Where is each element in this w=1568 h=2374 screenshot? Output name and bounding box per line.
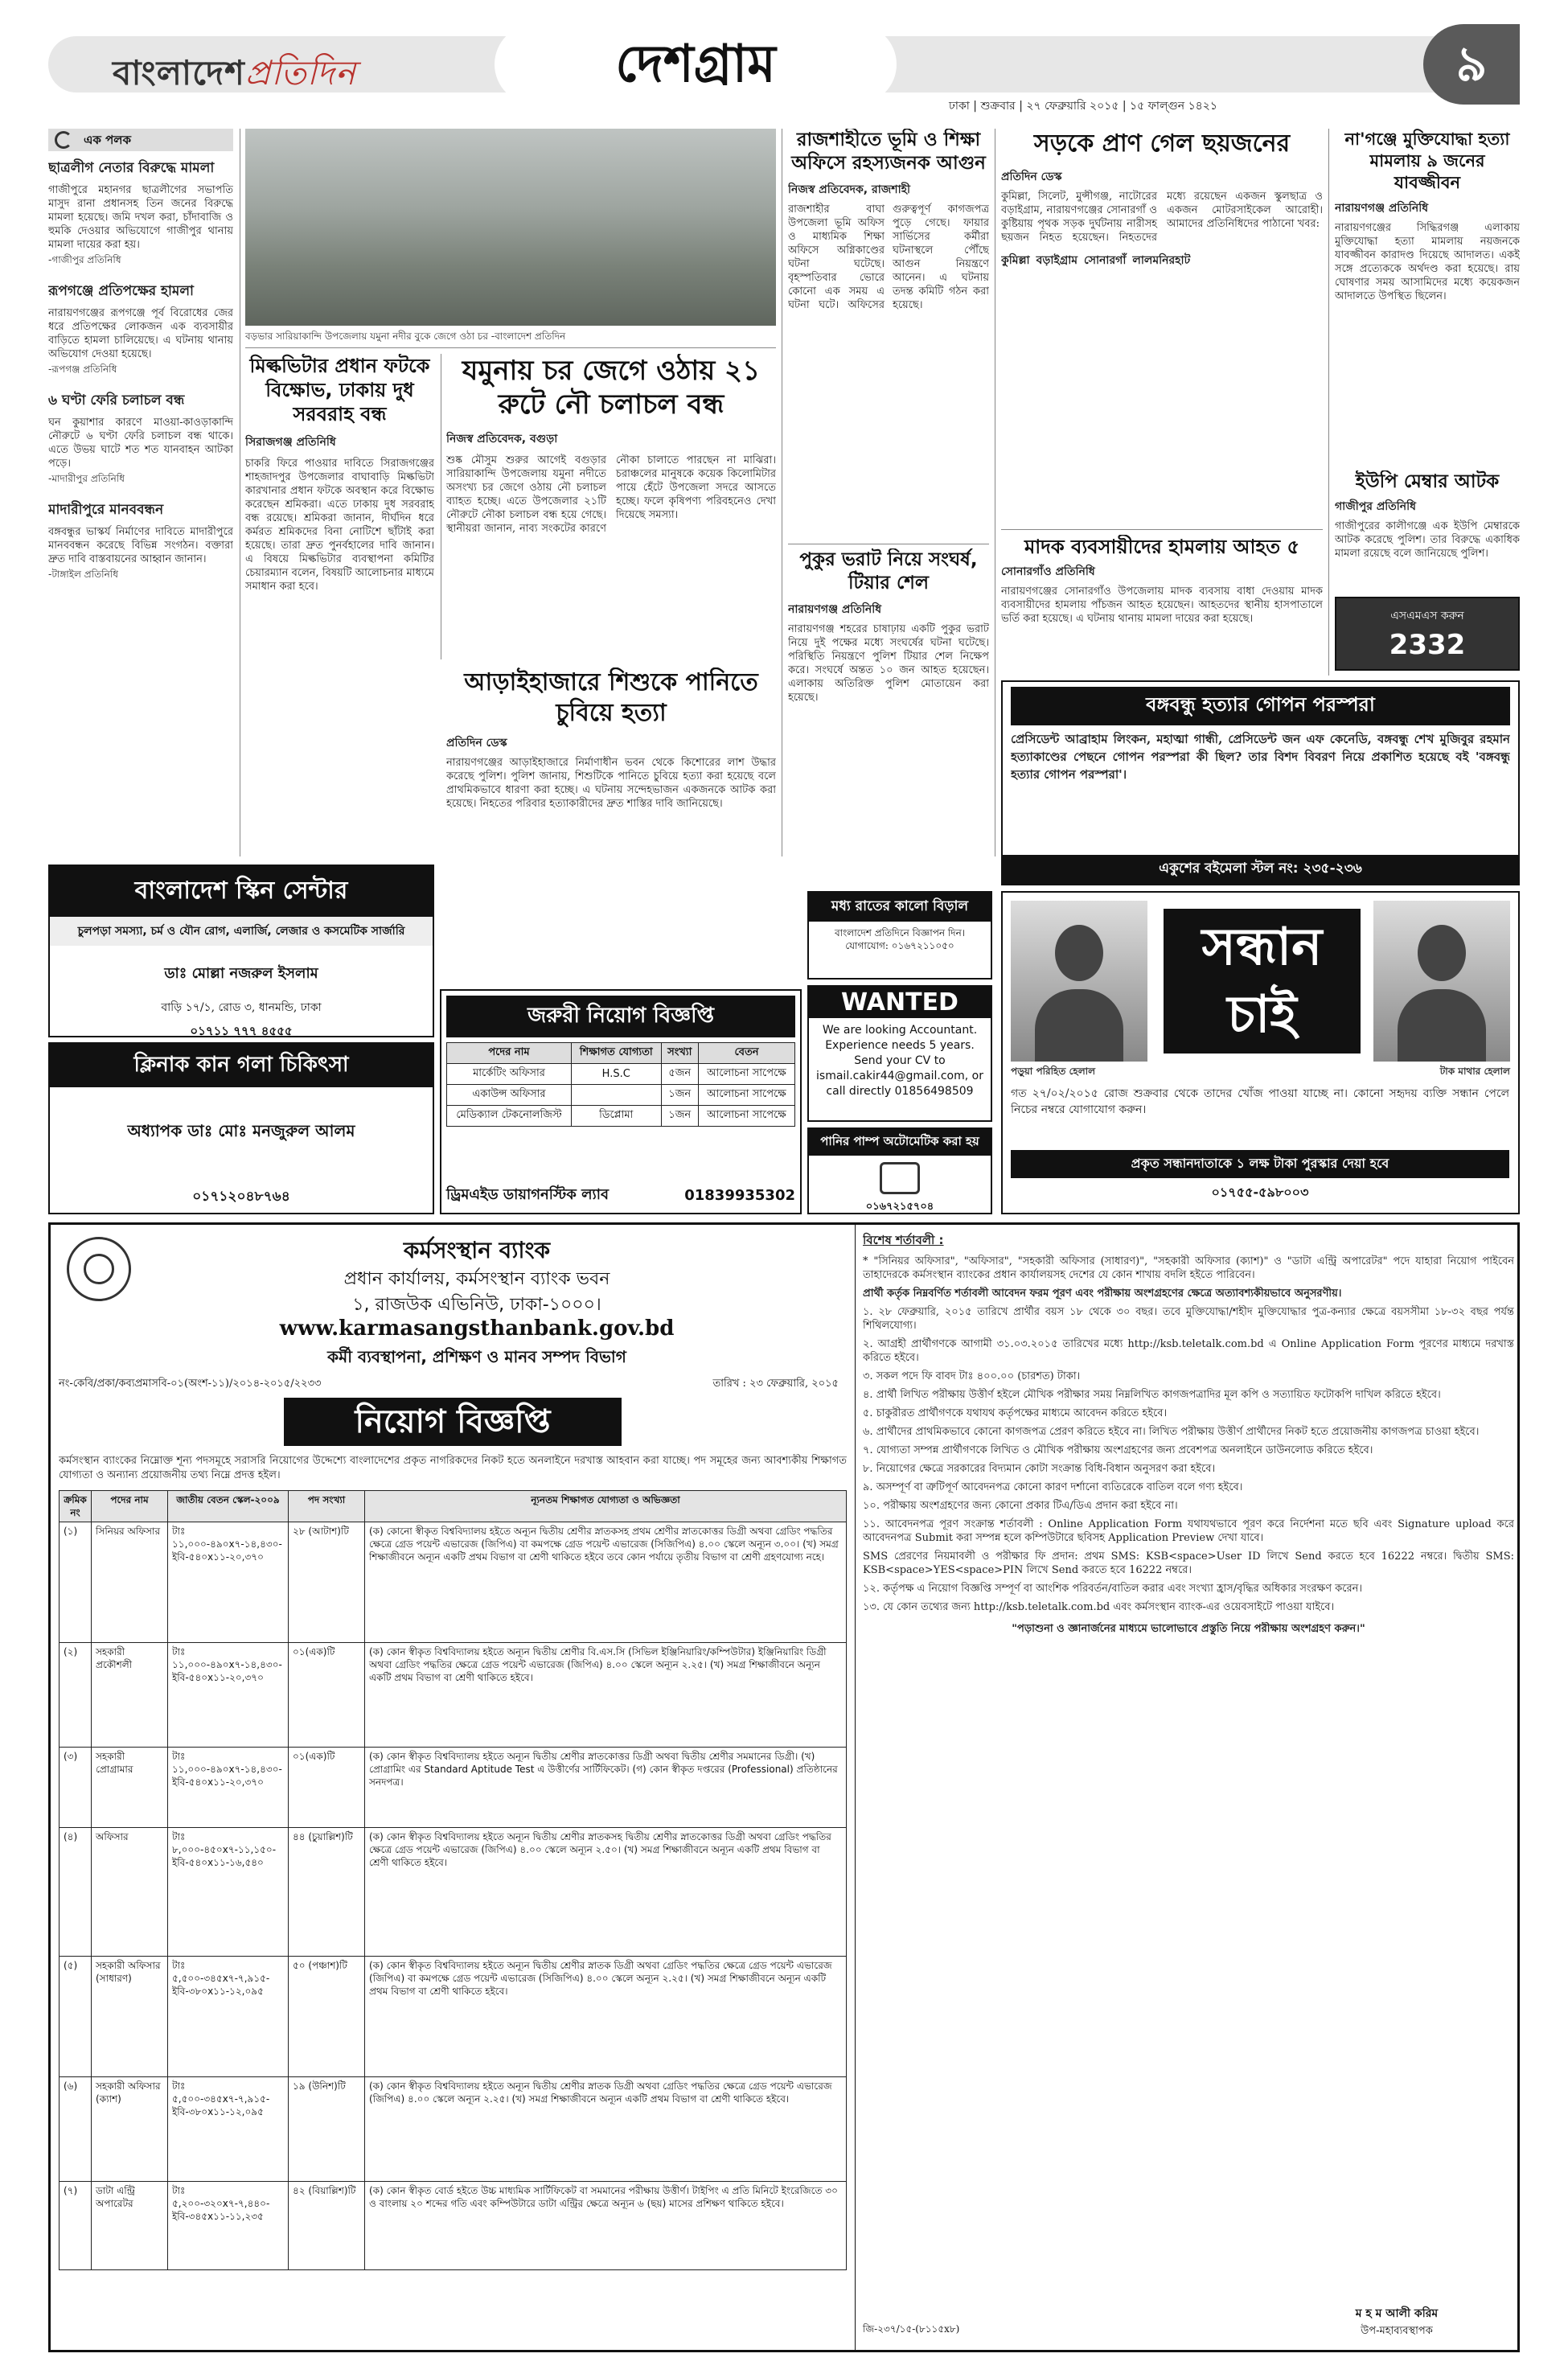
table-row: একাউন্স অফিসার ১জন আলোচনা সাপেক্ষে	[447, 1085, 795, 1106]
missing-title: সন্ধান চাই	[1164, 909, 1361, 1054]
section-title: দেশগ্রাম	[495, 24, 897, 105]
freedom-headline: না'গঞ্জে মুক্তিযোদ্ধা হত্যা মামলায় ৯ জনের যাবজ্জীবন	[1344, 129, 1510, 192]
rule-item: ১১. আবেদনপত্র পূরণ সংক্রান্ত শর্তাবলী : Online Application Form যথাযথভাবে পূরণ করে নির্দেশনা মতে ছবি এবং Signature upload করে আবেদনপত্র Submit করা সম্পন্ন হলে কম্পিউটারে ছবিসহ Application Preview দেখা যাবে।	[863, 1518, 1514, 1544]
date-line: ঢাকা | শুক্রবার | ২৭ ফেব্রুয়ারি ২০১৫ | ১৫ ফাল্গুন ১৪২১	[949, 100, 1217, 113]
glance-item: ছাত্রলীগ নেতার বিরুদ্ধে মামলা গাজীপুরে মহানগর ছাত্রলীগের সভাপতি মাসুদ রানা প্রধানসহ তিন জনের বিরুদ্ধে মামলা হয়েছে। জমি দখল করা, চাঁদাবাজি ও হুমকি দেওয়ার অভিযোগে গাজীপুর থানায় মামলা দায়ের করা হয়। -গাজীপুর প্রতিনিধি	[48, 160, 233, 265]
child-headline: আড়াইহাজারে শিশুকে পানিতে চুবিয়ে হত্যা	[464, 668, 758, 727]
drug-headline: মাদক ব্যবসায়ীদের হামলায় আহত ৫	[1024, 536, 1300, 558]
table-row: মেডিক্যাল টেকনোলজিস্ট ডিপ্লোমা ১জন আলোচনা সাপেক্ষে	[447, 1106, 795, 1127]
rule-item: ১২. কর্তৃপক্ষ এ নিয়োগ বিজ্ঞপ্তি সম্পূর্ণ বা আংশিক পরিবর্তন/বাতিল করার এবং সংখ্যা হ্রাস/বৃদ্ধির অধিকার সংরক্ষণ করেন।	[863, 1583, 1363, 1595]
vacancy-table: ক্রমিক নং পদের নাম জাতীয় বেতন স্কেল-২০০৯ পদ সংখ্যা ন্যূনতম শিক্ষাগত যোগ্যতা ও অভিজ্ঞতা (১) সিনিয়র অফিসার টাঃ ১১,০০০-৪৯০x৭-১৪,৪৩০-ইবি-৫৪০x১১-২০,৩৭০ ২৮ (আটাশ)টি (ক) কোনো স্বীকৃত বিশ্ববিদ্যালয় হইতে অন্যূন দ্বিতীয় শ্রেণীর স্নাতকসহ প্রথম শ্রেণীর স্নাতকোত্তর ডিগ্রী অথবা গ্রেডিং পদ্ধতির ক্ষেত্রে গ্রেড পয়েন্ট এভারেজ (জিপিএ) বা কমপক্ষে গ্রেড পয়েন্ট এভারেজ (সিজিপিএ) ৪.০০ স্কেলে অন্যূন ৩.০০। (খ) সমগ্র শিক্ষাজীবনে অন্যূন একটি প্রথম বিভাগ বা শ্রেণী থাকিতে হইবে তবে কোন পর্যায়ে তৃতীয় বিভাগ বা শ্রেণী গ্রহণযোগ্য নহে। (২) সহকারী প্রকৌশলী টাঃ ১১,০০০-৪৯০x৭-১৪,৪৩০-ইবি-৫৪০x১১-২০,৩৭০ ০১(এক)টি (ক) কোন স্বীকৃত বিশ্ববিদ্যালয় হইতে অন্যূন দ্বিতীয় শ্রেণীর বি.এস.সি (সিভিল ইঞ্জিনিয়ারিং/কম্পিউটার) ইঞ্জিনিয়ারিং ডিগ্রী অথবা গ্রেডিং পদ্ধতির ক্ষেত্রে গ্রেড পয়েন্ট এভারেজ (জিপিএ) ৪.০০ স্কেলে অন্যূন ২.২৫। (খ) সমগ্র শিক্ষাজীবনে অন্যূন একটি প্রথম বিভাগ বা শ্রেণী থাকিতে হইবে। (৩) সহকারী প্রোগ্রামার টাঃ ১১,০০০-৪৯০x৭-১৪,৪৩০-ইবি-৫৪০x১১-২০,৩৭০ ০১(এক)টি (ক) কোন স্বীকৃত বিশ্ববিদ্যালয় হইতে অন্যূন দ্বিতীয় শ্রেণীর স্নাতকোত্তর ডিগ্রী অথবা দ্বিতীয় শ্রেণীর সমমানের ডিগ্রী। (খ) প্রোগ্রামিং এর Standard Aptitude Test এ উত্তীর্ণের সার্টিফিকেট। (গ) কোন স্বীকৃত দপ্তরের (Professional) প্রতিষ্ঠানের সনদপত্র। (৪) অফিসার টাঃ ৮,০০০-৪৫০x৭-১১,১৫০-ইবি-৫৪০x১১-১৬,৫৪০ ৪৪ (চুয়াল্লিশ)টি (ক) কোন স্বীকৃত বিশ্ববিদ্যালয় হইতে অন্যূন দ্বিতীয় শ্রেণীর স্নাতকসহ দ্বিতীয় শ্রেণীর স্নাতকোত্তর ডিগ্রী অথবা গ্রেডিং পদ্ধতির ক্ষেত্রে গ্রেড পয়েন্ট এভারেজ (জিপিএ) ৪.০০ স্কেলে অন্যূন ২.৫০। (খ) সমগ্র শিক্ষাজীবনে অন্যূন একটি প্রথম বিভাগ বা শ্রেণী থাকিতে হইবে। (৫) সহকারী অফিসার (সাধারণ) টাঃ ৫,৫০০-৩৪৫x৭-৭,৯১৫-ইবি-৩৮০x১১-১২,০৯৫ ৫০ (পঞ্চাশ)টি (ক) কোন স্বীকৃত বিশ্ববিদ্যালয় হইতে অন্যূন দ্বিতীয় শ্রেণীর স্নাতক ডিগ্রী অথবা গ্রেডিং পদ্ধতির ক্ষেত্রে গ্রেড পয়েন্ট এভারেজ (জিপিএ) বা কমপক্ষে গ্রেড পয়েন্ট এভারেজ (সিজিপিএ) ৪.০০ স্কেলে অন্যূন ২.২৫। (খ) সমগ্র শিক্ষাজীবনে অন্যূন একটি প্রথম বিভাগ বা শ্রেণী থাকিতে হইবে। (৬) সহকারী অফিসার (ক্যাশ) টাঃ ৫,৫০০-৩৪৫x৭-৭,৯১৫-ইবি-৩৮০x১১-১২,০৯৫ ১৯ (উনিশ)টি (ক) কোন স্বীকৃত বিশ্ববিদ্যালয় হইতে অন্যূন দ্বিতীয় শ্রেণীর স্নাতক ডিগ্রী অথবা গ্রেডিং পদ্ধতির ক্ষেত্রে গ্রেড পয়েন্ট এভারেজ (জিপিএ) ৪.০০ স্কেলে অন্যূন ২.২৫। (খ) সমগ্র শিক্ষাজীবনে অন্যূন একটি প্রথম বিভাগ বা শ্রেণী থাকিতে হইবে। (৭) ডাটা এন্ট্রি অপারেটর টাঃ ৫,২০০-৩২০x৭-৭,৪৪০-ইবি-৩৪৫x১১-১১,২৩৫ ৪২ (বিয়াল্লিশ)টি (ক) কোন স্বীকৃত বোর্ড হইতে উচ্চ মাধ্যমিক সার্টিফিকেট বা সমমানের পরীক্ষায় উত্তীর্ণ। টাইপিং এ প্রতি মিনিটে ইংরেজিতে ৩০ ও বাংলায় ২০ শব্দের গতি এবং কম্পিউটারে ডাটা এন্ট্রির ক্ষেত্রে অন্যূন ৬ (ছয়) মাসের প্রশিক্ষণ থাকিতে হইবে।	[59, 1490, 847, 2270]
rule-item: ৩. সকল পদে ফি বাবদ টাঃ ৪০০.০০ (চারশত) টাকা।	[863, 1370, 1081, 1382]
glance-column	[48, 129, 233, 856]
skin-center-ad: বাংলাদেশ স্কিন সেন্টার চুলপড়া সমস্যা, চর্ম ও যৌন রোগ, এলার্জি, লেজার ও কসমেটিক সার্জারি ডাঃ মোল্লা নজরুল ইসলাম বাড়ি ১৭/১, রোড ৩, ধানমন্ডি, ঢাকা ০১৭১১ ৭৭৭ ৪৫৫৫	[48, 865, 434, 1037]
bank-name: কর্মসংস্থান ব্যাংক	[403, 1237, 551, 1263]
photo-caption: বড়ভার সারিয়াকান্দি উপজেলায় যমুনা নদীর বুকে জেগে ওঠা চর -বাংলাদেশ প্রতিদিন	[245, 331, 566, 342]
cat-ad: মধ্য রাতের কালো বিড়াল বাংলাদেশ প্রতিদিনে বিজ্ঞাপন দিন। যোগাযোগ: ০১৬৭২১১০৫০	[807, 891, 992, 980]
rule-item: SMS প্রেরণের নিয়মাবলী ও পরীক্ষার ফি প্রদান: প্রথম SMS: KSB<space>User ID লিখে Send করতে হবে 16222 নম্বরে। দ্বিতীয় SMS: KSB<space>YES<space>PIN লিখে Send করতে হবে 16222 নম্বরে।	[863, 1550, 1514, 1576]
rule-item: ৭. যোগ্যতা সম্পন্ন প্রার্থীগণকে লিখিত ও মৌখিক পরীক্ষায় অংশগ্রহণের জন্য প্রবেশপত্র অনলাইনে ডাউনলোড করিতে হইবে।	[863, 1444, 1373, 1456]
road-subheads: কুমিল্লা বড়াইগ্রাম সোনারগাঁ লালমনিরহাট	[1001, 254, 1191, 267]
rule-item: ৯. অসম্পূর্ণ বা ত্রুটিপূর্ণ আবেদনপত্র কোনো কারণ দর্শানো ব্যতিরেকে বাতিল বলে গণ্য হইবে।	[863, 1481, 1243, 1493]
table-row: (৪) অফিসার টাঃ ৮,০০০-৪৫০x৭-১১,১৫০-ইবি-৫৪০x১১-১৬,৫৪০ ৪৪ (চুয়াল্লিশ)টি (ক) কোন স্বীকৃত বিশ্ববিদ্যালয় হইতে অন্যূন দ্বিতীয় শ্রেণীর স্নাতকসহ দ্বিতীয় শ্রেণীর স্নাতকোত্তর ডিগ্রী অথবা গ্রেডিং পদ্ধতির ক্ষেত্রে গ্রেড পয়েন্ট এভারেজ (জিপিএ) ৪.০০ স্কেলে অন্যূন ২.৫০। (খ) সমগ্র শিক্ষাজীবনে অন্যূন একটি প্রথম বিভাগ বা শ্রেণী থাকিতে হইবে।	[60, 1828, 847, 1957]
newspaper-logo: বাংলাদেশপ্রতিদিন	[113, 53, 356, 92]
child-article: আড়াইহাজারে শিশুকে পানিতে চুবিয়ে হত্যা প্রতিদিন ডেস্ক নারায়ণগঞ্জের আড়াইহাজারে নির্মাণাধীন ভবন থেকে কিশোরের লাশ উদ্ধার করেছে পুলিশ। পুলিশ জানায়, শিশুটিকে পানিতে চুবিয়ে হত্যা করা হয়েছে বলে প্রাথমিকভাবে ধারণা করা হচ্ছে। এ ঘটনায় সন্দেহভাজন একজনকে আটক করা হয়েছে। নিহতের পরিবার হত্যাকারীদের দ্রুত শাস্তির দাবি জানিয়েছে।	[446, 668, 776, 810]
rule-item: ৪. প্রার্থী লিখিত পরীক্ষায় উত্তীর্ণ হইলে মৌখিক পরীক্ষার সময় নিম্নলিখিত কাগজপত্রাদির মূল কপি ও সত্যায়িত ফটোকপি দাখিল করিতে হইবে।	[863, 1389, 1441, 1401]
pump-ad: পানির পাম্প অটোমেটিক করা হয় ০১৬৭২১৫৭০৪	[807, 1127, 992, 1214]
table-row: (৬) সহকারী অফিসার (ক্যাশ) টাঃ ৫,৫০০-৩৪৫x৭-৭,৯১৫-ইবি-৩৮০x১১-১২,০৯৫ ১৯ (উনিশ)টি (ক) কোন স্বীকৃত বিশ্ববিদ্যালয় হইতে অন্যূন দ্বিতীয় শ্রেণীর স্নাতক ডিগ্রী অথবা গ্রেডিং পদ্ধতির ক্ষেত্রে গ্রেড পয়েন্ট এভারেজ (জিপিএ) ৪.০০ স্কেলে অন্যূন ২.২৫। (খ) সমগ্র শিক্ষাজীবনে অন্যূন একটি প্রথম বিভাগ বা শ্রেণী থাকিতে হইবে।	[60, 2077, 847, 2182]
masthead	[48, 24, 1520, 113]
wanted-ad: WANTED We are looking Accountant. Experience needs 5 years. Send your CV to ismail.cakir44@gmail.com, or call directly 01856498509	[807, 985, 992, 1122]
table-row: (২) সহকারী প্রকৌশলী টাঃ ১১,০০০-৪৯০x৭-১৪,৪৩০-ইবি-৫৪০x১১-২০,৩৭০ ০১(এক)টি (ক) কোন স্বীকৃত বিশ্ববিদ্যালয় হইতে অন্যূন দ্বিতীয় শ্রেণীর বি.এস.সি (সিভিল ইঞ্জিনিয়ারিং/কম্পিউটার) ইঞ্জিনিয়ারিং ডিগ্রী অথবা গ্রেডিং পদ্ধতির ক্ষেত্রে গ্রেড পয়েন্ট এভারেজ (জিপিএ) ৪.০০ স্কেলে অন্যূন ২.২৫। (খ) সমগ্র শিক্ষাজীবনে অন্যূন একটি প্রথম বিভাগ বা শ্রেণী থাকিতে হইবে।	[60, 1643, 847, 1748]
rule-item: ২. আগ্রহী প্রার্থীগণকে আগামী ৩১.০৩.২০১৫ তারিখের মধ্যে http://ksb.teletalk.com.bd এ Online Application Form পূরণের মাধ্যমে দরখাস্ত করিতে হইবে।	[863, 1338, 1514, 1364]
up-headline: ইউপি মেম্বার আটক	[1355, 471, 1500, 492]
river-photo	[245, 129, 776, 326]
glance-item: ৬ ঘণ্টা ফেরি চলাচল বন্ধ ঘন কুয়াশার কারণে মাওয়া-কাওড়াকান্দি নৌরুটে ৬ ঘণ্টা ফেরি চলাচল বন্ধ থাকে। এতে উভয় ঘাটে শত শত যানবাহন আটকা পড়ে। -মাদারীপুর প্রতিনিধি	[48, 392, 233, 484]
pump-icon	[880, 1162, 920, 1194]
rule-item: ১৩. যে কোন তথ্যের জন্য http://ksb.teletalk.com.bd এবং কর্মসংস্থান ব্যাংক-এর ওয়েবসাইটে পাওয়া যাইবে।	[863, 1601, 1335, 1613]
glance-item: রূপগঞ্জে প্রতিপক্ষের হামলা নারায়ণগঞ্জের রূপগঞ্জে পূর্ব বিরোধের জের ধরে প্রতিপক্ষের লোকজন এক ব্যবসায়ীর বাড়িতে হামলা চালিয়েছে। এ ঘটনায় থানায় অভিযোগ দেওয়া হয়েছে। -রূপগঞ্জ প্রতিনিধি	[48, 283, 233, 375]
table-row: (৭) ডাটা এন্ট্রি অপারেটর টাঃ ৫,২০০-৩২০x৭-৭,৪৪০-ইবি-৩৪৫x১১-১১,২৩৫ ৪২ (বিয়াল্লিশ)টি (ক) কোন স্বীকৃত বোর্ড হইতে উচ্চ মাধ্যমিক সার্টিফিকেট বা সমমানের পরীক্ষায় উত্তীর্ণ। টাইপিং এ প্রতি মিনিটে ইংরেজিতে ৩০ ও বাংলায় ২০ শব্দের গতি এবং কম্পিউটারে ডাটা এন্ট্রির ক্ষেত্রে অন্যূন ৬ (ছয়) মাসের প্রশিক্ষণ থাকিতে হইবে।	[60, 2182, 847, 2270]
person-photo-right	[1373, 901, 1510, 1062]
milk-article: মিল্কভিটার প্রধান ফটকে বিক্ষোভ, ঢাকায় দুধ সরবরাহ বন্ধ সিরাজগঞ্জ প্রতিনিধি চাকরি ফিরে পাওয়ার দাবিতে সিরাজগঞ্জের শাহজাদপুর উপজেলার বাঘাবাড়ি মিল্কভিটা কারখানার প্রধান ফটকে অবস্থান করে বিক্ষোভ করেছেন শ্রমিকরা। এতে ঢাকায় দুধ সরবরাহ বন্ধ রয়েছে। শ্রমিকরা জানান, দীর্ঘদিন ধরে কর্মরত শ্রমিকদের বিনা নোটিশে ছাঁটাই করা হয়েছে। তারা দ্রুত পুনর্বহালের দাবি জানান। এ বিষয়ে মিল্কভিটার ব্যবস্থাপনা কমিটির চেয়ারম্যান বলেন, বিষয়টি আলোচনার মাধ্যমে সমাধান করা হবে।	[245, 355, 434, 593]
table-row: (১) সিনিয়র অফিসার টাঃ ১১,০০০-৪৯০x৭-১৪,৪৩০-ইবি-৫৪০x১১-২০,৩৭০ ২৮ (আটাশ)টি (ক) কোনো স্বীকৃত বিশ্ববিদ্যালয় হইতে অন্যূন দ্বিতীয় শ্রেণীর স্নাতকসহ প্রথম শ্রেণীর স্নাতকোত্তর ডিগ্রী অথবা গ্রেডিং পদ্ধতির ক্ষেত্রে গ্রেড পয়েন্ট এভারেজ (জিপিএ) বা কমপক্ষে গ্রেড পয়েন্ট এভারেজ (সিজিপিএ) ৪.০০ স্কেলে অন্যূন ৩.০০। (খ) সমগ্র শিক্ষাজীবনে অন্যূন একটি প্রথম বিভাগ বা শ্রেণী থাকিতে হইবে তবে কোন পর্যায়ে তৃতীয় বিভাগ বা শ্রেণী গ্রহণযোগ্য নহে।	[60, 1522, 847, 1643]
rule-item: ১০. পরীক্ষায় অংশগ্রহণের জন্য কোনো প্রকার টিএ/ডিএ প্রদান করা হইবে না।	[863, 1500, 1178, 1512]
rule-item: "পড়াশুনা ও জ্ঞানার্জনের মাধ্যমে ভালোভাবে প্রস্তুতি নিয়ে পরীক্ষায় অংশগ্রহণ করুন।"	[1012, 1623, 1365, 1635]
table-row: মার্কেটিং অফিসার H.S.C ৫জন আলোচনা সাপেক্ষে	[447, 1064, 795, 1085]
person-icon	[1418, 925, 1466, 981]
notice-title: নিয়োগ বিজ্ঞপ্তি	[284, 1398, 622, 1446]
glance-label: এক পলক	[48, 129, 233, 151]
job-table: পদের নাম শিক্ষাগত যোগ্যতা সংখ্যা বেতন মার্কেটিং অফিসার H.S.C ৫জন আলোচনা সাপেক্ষে একাউন্স অফিসার ১জন আলোচনা সাপেক্ষে মেডিক্যাল টেকনোলজিস্ট ডিপ্লোমা ১জন আলোচনা সাপেক্ষে	[446, 1042, 795, 1127]
road-headline: সড়কে প্রাণ গেল ছয়জনের	[1033, 129, 1291, 158]
rule-item: ৫. চাকুরীরত প্রার্থীগণকে যথাযথ কর্তৃপক্ষের মাধ্যমে আবেদন করিতে হইবে।	[863, 1407, 1168, 1419]
pond-headline: পুকুর ভরাট নিয়ে সংঘর্ষ, টিয়ার শেল	[799, 549, 978, 594]
freedom-article: না'গঞ্জে মুক্তিযোদ্ধা হত্যা মামলায় ৯ জনের যাবজ্জীবন নারায়ণগঞ্জ প্রতিনিধি নারায়ণগঞ্জের সিদ্ধিরগঞ্জ এলাকায় মুক্তিযোদ্ধা হত্যা মামলায় নয়জনকে যাবজ্জীবন কারাদণ্ড দিয়েছে আদালত। একই সঙ্গে প্রত্যেককে অর্থদণ্ড করা হয়েছে। রায় ঘোষণার সময় আসামিদের মধ্যে কয়েকজন আদালতে উপস্থিত ছিলেন।	[1335, 129, 1520, 302]
sms-count-ad: এসএমএস করুন 2332	[1335, 597, 1520, 671]
rule-item: ৮. নিয়োগের ক্ষেত্রে সরকারের বিদ্যমান কোটা সংক্রান্ত বিধি-বিধান অনুসরণ করা হইবে।	[863, 1463, 1216, 1475]
person-photo-left	[1011, 901, 1147, 1062]
signature: ম হ ম আলী করিম উপ-মহাব্যবস্থাপক	[1355, 2307, 1439, 2337]
rule-item: ১. ২৮ ফেব্রুয়ারি, ২০১৫ তারিখে প্রার্থীর বয়স ১৮ থেকে ৩০ বছর। তবে মুক্তিযোদ্ধা/শহীদ মুক্তিযোদ্ধার পুত্র-কন্যার ক্ষেত্রে বয়সসীমা ১৮-৩২ বছর পর্যন্ত শিথিলযোগ্য।	[863, 1306, 1514, 1332]
river-headline: যমুনায় চর জেগে ওঠায় ২১ রুটে নৌ চলাচল বন্ধ	[462, 355, 761, 421]
road-article: সড়কে প্রাণ গেল ছয়জনের প্রতিদিন ডেস্ক কুমিল্লা, সিলেট, মুন্সীগঞ্জ, নাটোরের বড়াইগ্রাম, নারায়ণগঞ্জের সোনারগাঁ ও কুষ্টিয়ায় পৃথক সড়ক দুর্ঘটনায় নারীসহ ছয়জন নিহত হয়েছেন। নিহতদের মধ্যে রয়েছেন একজন স্কুলছাত্র ও একজন মোটরসাইকেল আরোহী। আমাদের প্রতিনিধিদের পাঠানো খবর: কুমিল্লা বড়াইগ্রাম সোনারগাঁ লালমনিরহাট	[1001, 129, 1323, 523]
missing-ad: সন্ধান চাই পড়ুয়া পরিহিত হেলাল টাক মাথার হেলাল গত ২৭/০২/২০১৫ রোজ শুক্রবার থেকে তাদের খোঁজ পাওয়া যাচ্ছে না। কোনো সহৃদয় ব্যক্তি সন্ধান পেলে নিচের নম্বরে যোগাযোগ করুন। প্রকৃত সন্ধানদাতাকে ১ লক্ষ টাকা পুরস্কার দেয়া হবে ০১৭৫৫-৫৯৮০০৩	[1001, 891, 1520, 1214]
page-number: ৯	[1423, 24, 1520, 105]
fire-headline: রাজশাহীতে ভূমি ও শিক্ষা অফিসে রহস্যজনক আগুন	[791, 129, 986, 174]
karma-notice: কর্মসংস্থান ব্যাংক প্রধান কার্যালয়, কর্মসংস্থান ব্যাংক ভবন ১, রাজউক এভিনিউ, ঢাকা-১০০০। www.karmasangsthanbank.gov.bd কর্মী ব্যবস্থাপনা, প্রশিক্ষণ ও মানব সম্পদ বিভাগ নং-কেবি/প্রকা/কব্যপ্রমাসবি-০১(অংশ-১১)/২০১৪-২০১৫/২২৩৩ তারিখ : ২৩ ফেব্রুয়ারি, ২০১৫ নিয়োগ বিজ্ঞপ্তি কর্মসংস্থান ব্যাংকের নিম্নোক্ত শূন্য পদসমূহে সরাসরি নিয়োগের উদ্দেশ্যে বাংলাদেশের প্রকৃত নাগরিকদের নিকট হতে অনলাইনে দরখাস্ত আহবান করা যাচ্ছে। পদ সমূহের জন্য আবশ্যকীয় শিক্ষাগত যোগ্যতা ও অন্যান্য প্রয়োজনীয় তথ্য নিম্নে প্রদত্ত হইল। ক্রমিক নং পদের নাম জাতীয় বেতন স্কেল-২০০৯ পদ সংখ্যা ন্যূনতম শিক্ষাগত যোগ্যতা ও অভিজ্ঞতা (১) সিনিয়র অফিসার টাঃ ১১,০০০-৪৯০x৭-১৪,৪৩০-ইবি-৫৪০x১১-২০,৩৭০ ২৮ (আটাশ)টি (ক) কোনো স্বীকৃত বিশ্ববিদ্যালয় হইতে অন্যূন দ্বিতীয় শ্রেণীর স্নাতকসহ প্রথম শ্রেণীর স্নাতকোত্তর ডিগ্রী অথবা গ্রেডিং পদ্ধতির ক্ষেত্রে গ্রেড পয়েন্ট এভারেজ (জিপিএ) বা কমপক্ষে গ্রেড পয়েন্ট এভারেজ (সিজিপিএ) ৪.০০ স্কেলে অন্যূন ৩.০০। (খ) সমগ্র শিক্ষাজীবনে অন্যূন একটি প্রথম বিভাগ বা শ্রেণী থাকিতে হইবে তবে কোন পর্যায়ে তৃতীয় বিভাগ বা শ্রেণী গ্রহণযোগ্য নহে। (২) সহকারী প্রকৌশলী টাঃ ১১,০০০-৪৯০x৭-১৪,৪৩০-ইবি-৫৪০x১১-২০,৩৭০ ০১(এক)টি (ক) কোন স্বীকৃত বিশ্ববিদ্যালয় হইতে অন্যূন দ্বিতীয় শ্রেণীর বি.এস.সি (সিভিল ইঞ্জিনিয়ারিং/কম্পিউটার) ইঞ্জিনিয়ারিং ডিগ্রী অথবা গ্রেডিং পদ্ধতির ক্ষেত্রে গ্রেড পয়েন্ট এভারেজ (জিপিএ) ৪.০০ স্কেলে অন্যূন ২.২৫। (খ) সমগ্র শিক্ষাজীবনে অন্যূন একটি প্রথম বিভাগ বা শ্রেণী থাকিতে হইবে। (৩) সহকারী প্রোগ্রামার টাঃ ১১,০০০-৪৯০x৭-১৪,৪৩০-ইবি-৫৪০x১১-২০,৩৭০ ০১(এক)টি (ক) কোন স্বীকৃত বিশ্ববিদ্যালয় হইতে অন্যূন দ্বিতীয় শ্রেণীর স্নাতকোত্তর ডিগ্রী অথবা দ্বিতীয় শ্রেণীর সমমানের ডিগ্রী। (খ) প্রোগ্রামিং এর Standard Aptitude Test এ উত্তীর্ণের সার্টিফিকেট। (গ) কোন স্বীকৃত দপ্তরের (Professional) প্রতিষ্ঠানের সনদপত্র। (৪) অফিসার টাঃ ৮,০০০-৪৫০x৭-১১,১৫০-ইবি-৫৪০x১১-১৬,৫৪০ ৪৪ (চুয়াল্লিশ)টি (ক) কোন স্বীকৃত বিশ্ববিদ্যালয় হইতে অন্যূন দ্বিতীয় শ্রেণীর স্নাতকসহ দ্বিতীয় শ্রেণীর স্নাতকোত্তর ডিগ্রী অথবা গ্রেডিং পদ্ধতির ক্ষেত্রে গ্রেড পয়েন্ট এভারেজ (জিপিএ) ৪.০০ স্কেলে অন্যূন ২.৫০। (খ) সমগ্র শিক্ষাজীবনে অন্যূন একটি প্রথম বিভাগ বা শ্রেণী থাকিতে হইবে। (৫) সহকারী অফিসার (সাধারণ) টাঃ ৫,৫০০-৩৪৫x৭-৭,৯১৫-ইবি-৩৮০x১১-১২,০৯৫ ৫০ (পঞ্চাশ)টি (ক) কোন স্বীকৃত বিশ্ববিদ্যালয় হইতে অন্যূন দ্বিতীয় শ্রেণীর স্নাতক ডিগ্রী অথবা গ্রেডিং পদ্ধতির ক্ষেত্রে গ্রেড পয়েন্ট এভারেজ (জিপিএ) বা কমপক্ষে গ্রেড পয়েন্ট এভারেজ (সিজিপিএ) ৪.০০ স্কেলে অন্যূন ২.২৫। (খ) সমগ্র শিক্ষাজীবনে অন্যূন একটি প্রথম বিভাগ বা শ্রেণী থাকিতে হইবে। (৬) সহকারী অফিসার (ক্যাশ) টাঃ ৫,৫০০-৩৪৫x৭-৭,৯১৫-ইবি-৩৮০x১১-১২,০৯৫ ১৯ (উনিশ)টি (ক) কোন স্বীকৃত বিশ্ববিদ্যালয় হইতে অন্যূন দ্বিতীয় শ্রেণীর স্নাতক ডিগ্রী অথবা গ্রেডিং পদ্ধতির ক্ষেত্রে গ্রেড পয়েন্ট এভারেজ (জিপিএ) ৪.০০ স্কেলে অন্যূন ২.২৫। (খ) সমগ্র শিক্ষাজীবনে অন্যূন একটি প্রথম বিভাগ বা শ্রেণী থাকিতে হইবে। (৭) ডাটা এন্ট্রি অপারেটর টাঃ ৫,২০০-৩২০x৭-৭,৪৪০-ইবি-৩৪৫x১১-১১,২৩৫ ৪২ (বিয়াল্লিশ)টি (ক) কোন স্বীকৃত বোর্ড হইতে উচ্চ মাধ্যমিক সার্টিফিকেট বা সমমানের পরীক্ষায় উত্তীর্ণ। টাইপিং এ প্রতি মিনিটে ইংরেজিতে ৩০ ও বাংলায় ২০ শব্দের গতি এবং কম্পিউটারে ডাটা এন্ট্রির ক্ষেত্রে অন্যূন ৬ (ছয়) মাসের প্রশিক্ষণ থাকিতে হইবে। বিশেষ শর্তাবলী : * "সিনিয়র অফিসার", "অফিসার", "সহকারী অফিসার (সাধারণ)", "সহকারী অফিসার (ক্যাশ)" ও "ডাটা এন্ট্রি অপারেটর" পদে যাহারা নিয়োগ পাইবেন তাহাদেরকে কর্মসংস্থান ব্যাংকের প্রধান কার্যালয়সহ দেশের যে কোন শাখায় বদলি হইতে পারিবেন। প্রার্থী কর্তৃক নিম্নবর্ণিত শর্তাবলী আবেদন ফরম পূরণ এবং পরীক্ষায় অংশগ্রহণের ক্ষেত্রে অত্যাবশ্যকীয়ভাবে অনুসরণীয়। ১. ২৮ ফেব্রুয়ারি, ২০১৫ তারিখে প্রার্থীর বয়স ১৮ থেকে ৩০ বছর। তবে মুক্তিযোদ্ধা/শহীদ মুক্তিযোদ্ধার পুত্র-কন্যার ক্ষেত্রে বয়সসীমা ১৮-৩২ বছর পর্যন্ত শিথিলযোগ্য। ২. আগ্রহী প্রার্থীগণকে আগামী ৩১.০৩.২০১৫ তারিখের মধ্যে http://ksb.teletalk.com.bd এ Online Application Form পূরণের মাধ্যমে দরখাস্ত করিতে হইবে। ৩. সকল পদে ফি বাবদ টাঃ ৪০০.০০ (চারশত) টাকা। ৪. প্রার্থী লিখিত পরীক্ষায় উত্তীর্ণ হইলে মৌখিক পরীক্ষার সময় নিম্নলিখিত কাগজপত্রাদির মূল কপি ও সত্যায়িত ফটোকপি দাখিল করিতে হইবে। ৫. চাকুরীরত প্রার্থীগণকে যথাযথ কর্তৃপক্ষের মাধ্যমে আবেদন করিতে হইবে। ৬. প্রার্থীদের প্রাথমিকভাবে কোনো কাগজপত্র প্রেরণ করিতে হইবে না। লিখিত পরীক্ষায় উত্তীর্ণ প্রার্থীদের নিকট হতে প্রয়োজনীয় কাগজপত্র চাওয়া হইবে। ৭. যোগ্যতা সম্পন্ন প্রার্থীগণকে লিখিত ও মৌখিক পরীক্ষায় অংশগ্রহণের জন্য প্রবেশপত্র অনলাইনে ডাউনলোড করিতে হইবে। ৮. নিয়োগের ক্ষেত্রে সরকারের বিদ্যমান কোটা সংক্রান্ত বিধি-বিধান অনুসরণ করা হইবে। ৯. অসম্পূর্ণ বা ত্রুটিপূর্ণ আবেদনপত্র কোনো কারণ দর্শানো ব্যতিরেকে বাতিল বলে গণ্য হইবে। ১০. পরীক্ষায় অংশগ্রহণের জন্য কোনো প্রকার টিএ/ডিএ প্রদান করা হইবে না। ১১. আবেদনপত্র পূরণ সংক্রান্ত শর্তাবলী : Online Application Form যথাযথভাবে পূরণ করে নির্দেশনা মতে ছবি এবং Signature upload করে আবেদনপত্র Submit করা সম্পন্ন হলে কম্পিউটারে ছবিসহ Application Preview দেখা যাবে। SMS প্রেরণের নিয়মাবলী ও পরীক্ষার ফি প্রদান: প্রথম SMS: KSB<space>User ID লিখে Send করতে হবে 16222 নম্বরে। দ্বিতীয় SMS: KSB<space>YES<space>PIN লিখে Send করতে হবে 16222 নম্বরে। ১২. কর্তৃপক্ষ এ নিয়োগ বিজ্ঞপ্তি সম্পূর্ণ বা আংশিক পরিবর্তন/বাতিল করার এবং সংখ্যা হ্রাস/বৃদ্ধির অধিকার সংরক্ষণ করেন। ১৩. যে কোন তথ্যের জন্য http://ksb.teletalk.com.bd এবং কর্মসংস্থান ব্যাংক-এর ওয়েবসাইটে পাওয়া যাইবে। "পড়াশুনা ও জ্ঞানার্জনের মাধ্যমে ভালোভাবে প্রস্তুতি নিয়ে পরীক্ষায় অংশগ্রহণ করুন।" ম হ ম আলী করিম উপ-মহাব্যবস্থাপক জি-২৩৭/১৫-(৮১১৫x৮)	[48, 1222, 1520, 2352]
ent-ad: ক্লিনাক কান গলা চিকিৎসা অধ্যাপক ডাঃ মোঃ মনজুরুল আলম ০১৭১২০৪৮৭৬৪	[48, 1042, 434, 1214]
table-row: (৫) সহকারী অফিসার (সাধারণ) টাঃ ৫,৫০০-৩৪৫x৭-৭,৯১৫-ইবি-৩৮০x১১-১২,০৯৫ ৫০ (পঞ্চাশ)টি (ক) কোন স্বীকৃত বিশ্ববিদ্যালয় হইতে অন্যূন দ্বিতীয় শ্রেণীর স্নাতক ডিগ্রী অথবা গ্রেডিং পদ্ধতির ক্ষেত্রে গ্রেড পয়েন্ট এভারেজ (জিপিএ) বা কমপক্ষে গ্রেড পয়েন্ট এভারেজ (সিজিপিএ) ৪.০০ স্কেলে অন্যূন ২.২৫। (খ) সমগ্র শিক্ষাজীবনে অন্যূন একটি প্রথম বিভাগ বা শ্রেণী থাকিতে হইবে।	[60, 1957, 847, 2077]
fire-article: রাজশাহীতে ভূমি ও শিক্ষা অফিসে রহস্যজনক আগুন নিজস্ব প্রতিবেদক, রাজশাহী রাজশাহীর বাঘা উপজেলা ভূমি অফিস ও মাধ্যমিক শিক্ষা অফিসে অগ্নিকাণ্ডের ঘটনা ঘটেছে। বৃহস্পতিবার ভোরে কোনো এক সময় এ ঘটনা ঘটে। অফিসের গুরুত্বপূর্ণ কাগজপত্র পুড়ে গেছে। ফায়ার সার্ভিসের কর্মীরা ঘটনাস্থলে পৌঁছে আগুন নিয়ন্ত্রণে আনেন। এ ঘটনায় তদন্ত কমিটি গঠন করা হয়েছে।	[788, 129, 989, 311]
table-row: (৩) সহকারী প্রোগ্রামার টাঃ ১১,০০০-৪৯০x৭-১৪,৪৩০-ইবি-৫৪০x১১-২০,৩৭০ ০১(এক)টি (ক) কোন স্বীকৃত বিশ্ববিদ্যালয় হইতে অন্যূন দ্বিতীয় শ্রেণীর স্নাতকোত্তর ডিগ্রী অথবা দ্বিতীয় শ্রেণীর সমমানের ডিগ্রী। (খ) প্রোগ্রামিং এর Standard Aptitude Test এ উত্তীর্ণের সার্টিফিকেট। (গ) কোন স্বীকৃত দপ্তরের (Professional) প্রতিষ্ঠানের সনদপত্র।	[60, 1748, 847, 1828]
plot-ad: বঙ্গবন্ধু হত্যার গোপন পরস্পরা প্রেসিডেন্ট আব্রাহাম লিংকন, মহাত্মা গান্ধী, প্রেসিডেন্ট জন এফ কেনেডি, বঙ্গবন্ধু শেখ মুজিবুর রহমান হত্যাকাণ্ডের পেছনে গোপন পরস্পরা কী ছিল? তার বিশদ বিবরণ নিয়ে প্রকাশিত হয়েছে বই 'বঙ্গবন্ধু হত্যার গোপন পরস্পরা'। একুশের বইমেলা স্টল নং: ২৩৫-২৩৬	[1001, 680, 1520, 885]
drug-article: মাদক ব্যবসায়ীদের হামলায় আহত ৫ সোনারগাঁও প্রতিনিধি নারায়ণগঞ্জের সোনারগাঁও উপজেলায় মাদক ব্যবসায় বাধা দেওয়ায় মাদক ব্যবসায়ীদের হামলায় পাঁচজন আহত হয়েছেন। আহতদের স্থানীয় হাসপাতালে ভর্তি করা হয়েছে। এ ঘটনায় থানায় মামলা দায়ের করা হয়েছে।	[1001, 536, 1323, 625]
bank-website[interactable]: www.karmasangsthanbank.gov.bd	[279, 1316, 675, 1341]
person-icon	[1055, 925, 1103, 981]
rule-item: প্রার্থী কর্তৃক নিম্নবর্ণিত শর্তাবলী আবেদন ফরম পূরণ এবং পরীক্ষায় অংশগ্রহণের ক্ষেত্রে অত্যাবশ্যকীয়ভাবে অনুসরণীয়।	[863, 1288, 1342, 1300]
glance-item: মাদারীপুরে মানববন্ধন বঙ্গবন্ধুর ভাস্কর্য নির্মাণের দাবিতে মাদারীপুরে মানববন্ধন করেছে বিভিন্ন সংগঠন। বক্তারা দ্রুত দাবি বাস্তবায়নের আহ্বান জানান। -টাঙ্গাইল প্রতিনিধি	[48, 502, 233, 580]
up-article: ইউপি মেম্বার আটক গাজীপুর প্রতিনিধি গাজীপুরের কালীগঞ্জে এক ইউপি মেম্বারকে আটক করেছে পুলিশ। তার বিরুদ্ধে একাধিক মামলা রয়েছে বলে জানিয়েছে পুলিশ।	[1335, 471, 1520, 560]
river-article: যমুনায় চর জেগে ওঠায় ২১ রুটে নৌ চলাচল বন্ধ নিজস্ব প্রতিবেদক, বগুড়া শুষ্ক মৌসুম শুরুর আগেই বগুড়ার সারিয়াকান্দি উপজেলায় যমুনা নদীতে অসংখ্য চর জেগে ওঠায় নৌ চলাচল ব্যাহত হচ্ছে। এতে উপজেলার ২১টি নৌরুটে নৌকা চলাচল বন্ধ হয়ে গেছে। স্থানীয়রা জানান, নাব্য সংকটের কারণে নৌকা চালাতে পারছেন না মাঝিরা। চরাঞ্চলের মানুষকে কয়েক কিলোমিটার পায়ে হেঁটে উপজেলা সদরে আসতে হচ্ছে। ফলে কৃষিপণ্য পরিবহনেও দেখা দিয়েছে সমস্যা।	[446, 355, 776, 535]
bank-logo-icon	[67, 1237, 131, 1301]
job-ad-small: জরুরী নিয়োগ বিজ্ঞপ্তি পদের নাম শিক্ষাগত যোগ্যতা সংখ্যা বেতন মার্কেটিং অফিসার H.S.C ৫জন আলোচনা সাপেক্ষে একাউন্স অফিসার ১জন আলোচনা সাপেক্ষে মেডিক্যাল টেকনোলজিস্ট ডিপ্লোমা ১জন আলোচনা সাপেক্ষে ড্রিমএইড ডায়াগনস্টিক ল্যাব 01839935302	[440, 989, 802, 1214]
rules-section: বিশেষ শর্তাবলী : * "সিনিয়র অফিসার", "অফিসার", "সহকারী অফিসার (সাধারণ)", "সহকারী অফিসার (ক্যাশ)" ও "ডাটা এন্ট্রি অপারেটর" পদে যাহারা নিয়োগ পাইবেন তাহাদেরকে কর্মসংস্থান ব্যাংকের প্রধান কার্যালয়সহ দেশের যে কোন শাখায় বদলি হইতে পারিবেন। প্রার্থী কর্তৃক নিম্নবর্ণিত শর্তাবলী আবেদন ফরম পূরণ এবং পরীক্ষায় অংশগ্রহণের ক্ষেত্রে অত্যাবশ্যকীয়ভাবে অনুসরণীয়। ১. ২৮ ফেব্রুয়ারি, ২০১৫ তারিখে প্রার্থীর বয়স ১৮ থেকে ৩০ বছর। তবে মুক্তিযোদ্ধা/শহীদ মুক্তিযোদ্ধার পুত্র-কন্যার ক্ষেত্রে বয়সসীমা ১৮-৩২ বছর পর্যন্ত শিথিলযোগ্য। ২. আগ্রহী প্রার্থীগণকে আগামী ৩১.০৩.২০১৫ তারিখের মধ্যে http://ksb.teletalk.com.bd এ Online Application Form পূরণের মাধ্যমে দরখাস্ত করিতে হইবে। ৩. সকল পদে ফি বাবদ টাঃ ৪০০.০০ (চারশত) টাকা। ৪. প্রার্থী লিখিত পরীক্ষায় উত্তীর্ণ হইলে মৌখিক পরীক্ষার সময় নিম্নলিখিত কাগজপত্রাদির মূল কপি ও সত্যায়িত ফটোকপি দাখিল করিতে হইবে। ৫. চাকুরীরত প্রার্থীগণকে যথাযথ কর্তৃপক্ষের মাধ্যমে আবেদন করিতে হইবে। ৬. প্রার্থীদের প্রাথমিকভাবে কোনো কাগজপত্র প্রেরণ করিতে হইবে না। লিখিত পরীক্ষায় উত্তীর্ণ প্রার্থীদের নিকট হতে প্রয়োজনীয় কাগজপত্র চাওয়া হইবে। ৭. যোগ্যতা সম্পন্ন প্রার্থীগণকে লিখিত ও মৌখিক পরীক্ষায় অংশগ্রহণের জন্য প্রবেশপত্র অনলাইনে ডাউনলোড করিতে হইবে। ৮. নিয়োগের ক্ষেত্রে সরকারের বিদ্যমান কোটা সংক্রান্ত বিধি-বিধান অনুসরণ করা হইবে। ৯. অসম্পূর্ণ বা ত্রুটিপূর্ণ আবেদনপত্র কোনো কারণ দর্শানো ব্যতিরেকে বাতিল বলে গণ্য হইবে। ১০. পরীক্ষায় অংশগ্রহণের জন্য কোনো প্রকার টিএ/ডিএ প্রদান করা হইবে না। ১১. আবেদনপত্র পূরণ সংক্রান্ত শর্তাবলী : Online Application Form যথাযথভাবে পূরণ করে নির্দেশনা মতে ছবি এবং Signature upload করে আবেদনপত্র Submit করা সম্পন্ন হলে কম্পিউটারে ছবিসহ Application Preview দেখা যাবে। SMS প্রেরণের নিয়মাবলী ও পরীক্ষার ফি প্রদান: প্রথম SMS: KSB<space>User ID লিখে Send করতে হবে 16222 নম্বরে। দ্বিতীয় SMS: KSB<space>YES<space>PIN লিখে Send করতে হবে 16222 নম্বরে। ১২. কর্তৃপক্ষ এ নিয়োগ বিজ্ঞপ্তি সম্পূর্ণ বা আংশিক পরিবর্তন/বাতিল করার এবং সংখ্যা হ্রাস/বৃদ্ধির অধিকার সংরক্ষণ করেন। ১৩. যে কোন তথ্যের জন্য http://ksb.teletalk.com.bd এবং কর্মসংস্থান ব্যাংক-এর ওয়েবসাইটে পাওয়া যাইবে। "পড়াশুনা ও জ্ঞানার্জনের মাধ্যমে ভালোভাবে প্রস্তুতি নিয়ে পরীক্ষায় অংশগ্রহণ করুন।"	[863, 1233, 1514, 1635]
spiral-icon	[55, 131, 72, 149]
pond-article: পুকুর ভরাট নিয়ে সংঘর্ষ, টিয়ার শেল নারায়ণগঞ্জ প্রতিনিধি নারায়ণগঞ্জ শহরের চাষাঢ়ায় একটি পুকুর ভরাট নিয়ে দুই পক্ষের মধ্যে সংঘর্ষের ঘটনা ঘটেছে। পরিস্থিতি নিয়ন্ত্রণে পুলিশ টিয়ার শেল নিক্ষেপ করে। সংঘর্ষে অন্তত ১০ জন আহত হয়েছেন। এলাকায় অতিরিক্ত পুলিশ মোতায়েন করা হয়েছে।	[788, 549, 989, 704]
rule-item: * "সিনিয়র অফিসার", "অফিসার", "সহকারী অফিসার (সাধারণ)", "সহকারী অফিসার (ক্যাশ)" ও "ডাটা এন্ট্রি অপারেটর" পদে যাহারা নিয়োগ পাইবেন তাহাদেরকে কর্মসংস্থান ব্যাংকের প্রধান কার্যালয়সহ দেশের যে কোন শাখায় বদলি হইতে পারিবেন।	[863, 1255, 1514, 1281]
milk-headline: মিল্কভিটার প্রধান ফটকে বিক্ষোভ, ঢাকায় দুধ সরবরাহ বন্ধ	[249, 355, 430, 425]
rule-item: ৬. প্রার্থীদের প্রাথমিকভাবে কোনো কাগজপত্র প্রেরণ করিতে হইবে না। লিখিত পরীক্ষায় উত্তীর্ণ প্রার্থীদের নিকট হতে প্রয়োজনীয় কাগজপত্র চাওয়া হইবে।	[863, 1426, 1480, 1438]
